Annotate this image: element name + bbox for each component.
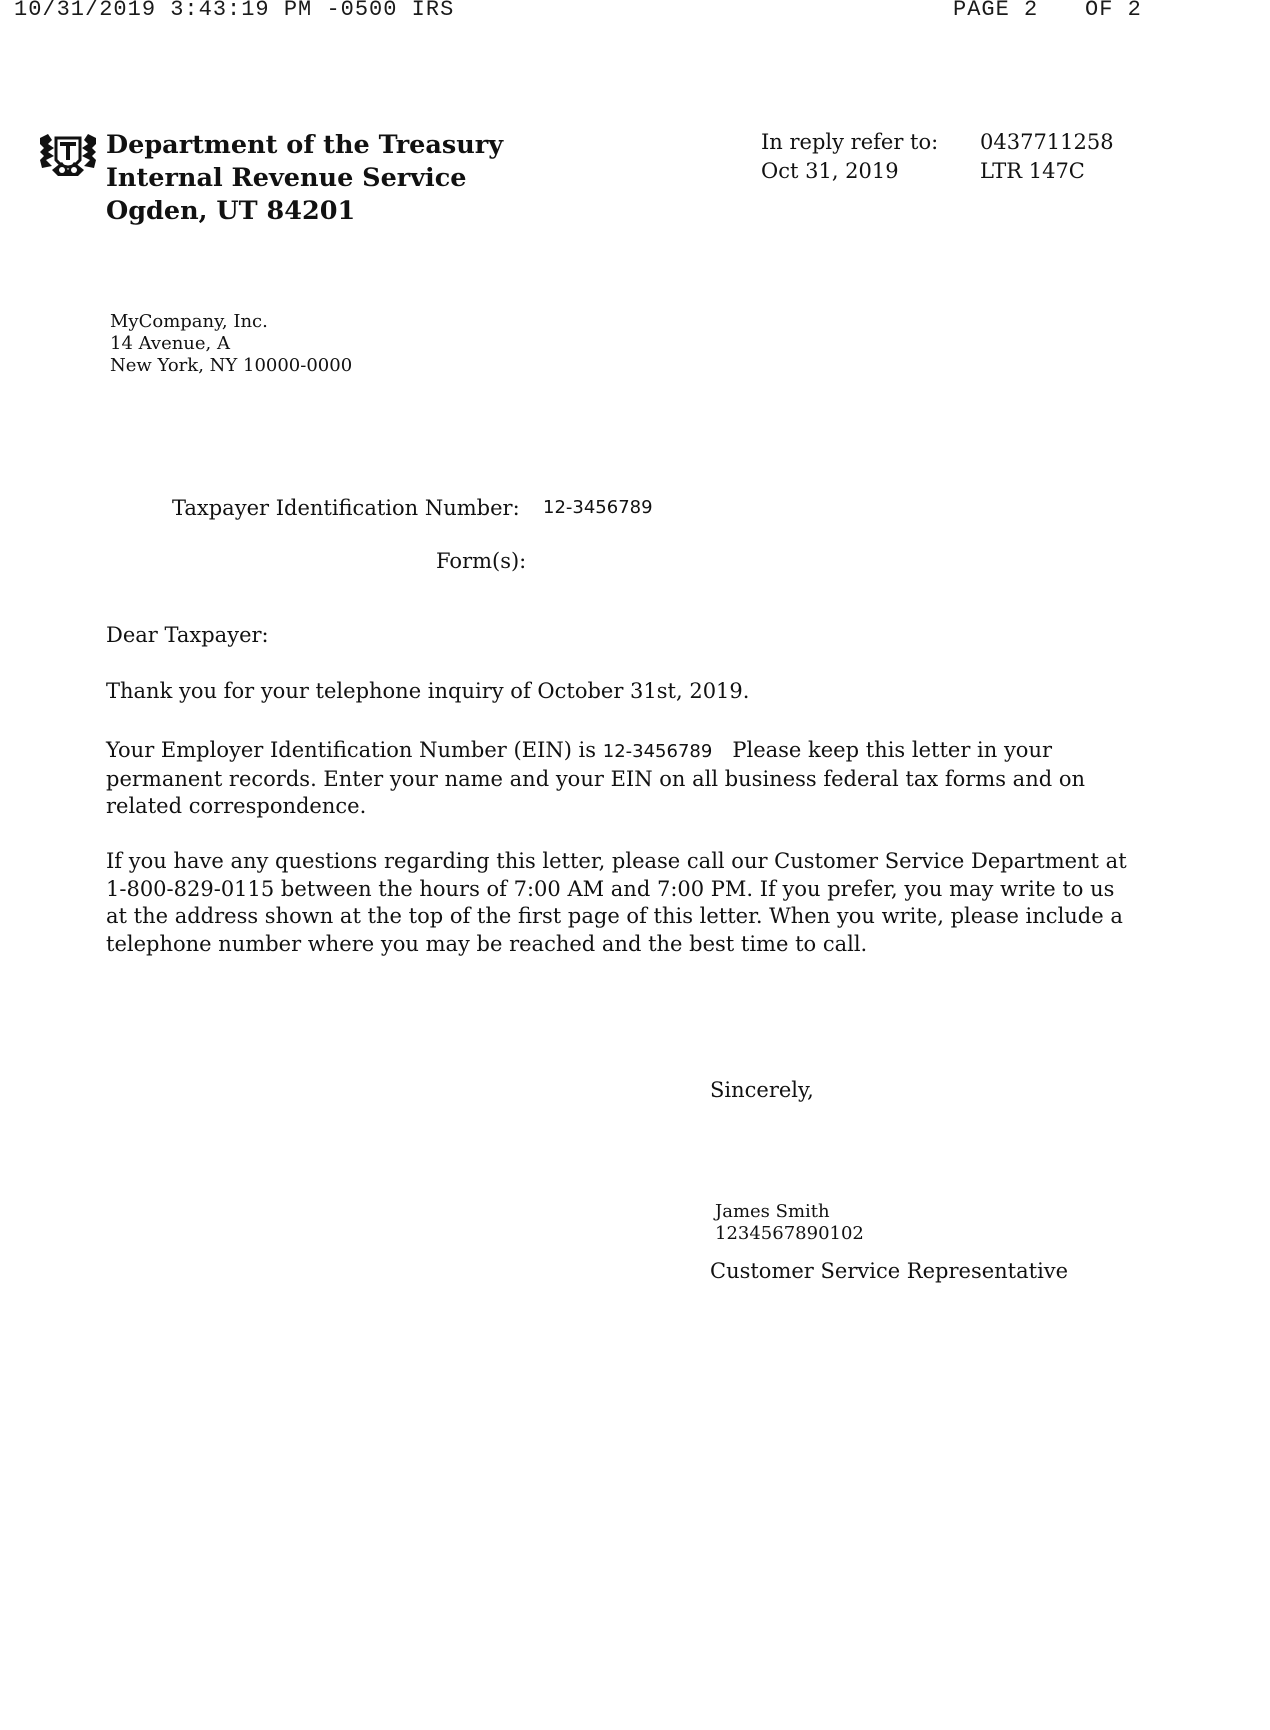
contact-line-1: If you have any questions regarding this letter, please call our Customer Service Department at [106,849,1127,873]
fax-timestamp: 10/31/2019 3:43:19 PM -0500 IRS [14,0,455,22]
ein-sentence-end: Please keep this letter in your [732,738,1053,762]
fax-page-total: OF 2 [1085,0,1142,22]
ein-line-2: permanent records. Enter your name and your EIN on all business federal tax forms and on [106,766,1086,791]
ein-line-3: related correspondence. [106,794,367,818]
agency-location: Ogden, UT 84201 [106,196,356,226]
ein-sentence-start: Your Employer Identification Number (EIN) is [106,738,597,762]
recipient-name: MyCompany, Inc. [110,311,268,332]
signature-block [715,1201,864,1245]
tin-label: Taxpayer Identification Number: [172,496,520,520]
rep-name: James Smith [715,1201,830,1222]
salutation: Dear Taxpayer: [106,623,269,647]
tin-value: 12-3456789 [543,497,653,518]
recipient-city: New York, NY 10000-0000 [110,355,353,376]
rep-title: Customer Service Representative [710,1259,1069,1283]
ein-value: 12-3456789 [602,741,713,762]
fax-page-label: PAGE 2 [953,0,1039,22]
contact-line-3: at the address shown at the top of the first page of this letter. When you write, please include a [106,904,1123,928]
paragraph-contact [106,848,1186,958]
recipient-address [110,311,352,377]
agency-block [106,129,503,228]
contact-line-2: 1-800-829-0115 between the hours of 7:00 AM and 7:00 PM. If you prefer, you may write to us [106,876,1115,901]
irs-eagle-seal-icon [38,130,98,180]
reply-label: In reply refer to: [761,130,939,154]
agency-service: Internal Revenue Service [106,163,467,193]
reply-number: 0437711258 [980,130,1114,154]
rep-id: 1234567890102 [715,1223,864,1244]
agency-department: Department of the Treasury [106,130,504,160]
forms-label: Form(s): [436,549,527,573]
letter-date: Oct 31, 2019 [761,159,899,183]
paragraph-ein [106,737,1186,821]
recipient-street: 14 Avenue, A [110,333,230,354]
contact-line-4: telephone number where you may be reached and the best time to call. [106,931,868,956]
letter-code: LTR 147C [980,159,1085,183]
sign-off: Sincerely, [710,1078,814,1102]
paragraph-inquiry: Thank you for your telephone inquiry of October 31st, 2019. [106,679,750,703]
